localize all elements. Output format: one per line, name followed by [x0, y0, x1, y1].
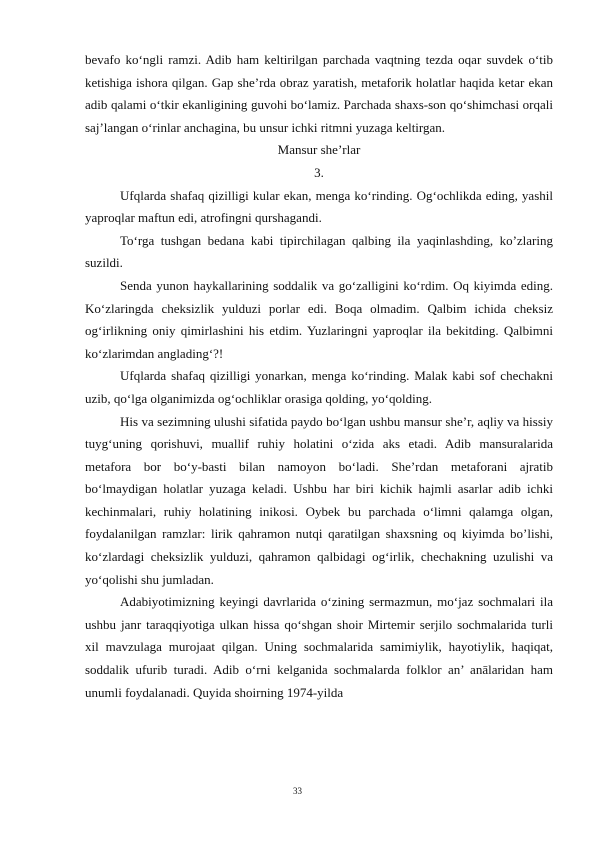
poem-paragraph-4: Ufqlarda shafaq qizilligi yonarkan, menga ko‘rinding. Malak kabi sof chechakni uzib, qo‘lga olganimizda og‘ochliklar orasiga qolding, yo‘qolding.: [85, 368, 553, 406]
poem-paragraph-2: To‘rga tushgan bedana kabi tipirchilagan qalbing ila yaqinlashding, ko’zlaring suzildi.: [85, 232, 553, 271]
mirtemir-paragraph: Adabiyotimizning keyingi davrlarida o‘zining sermazmun, mo‘jaz sochmalari ila ushbu janr taraqqiyotiga ulkan hissa qo‘shgan shoir Mirtemir serjilo sochmalarida turli xil mavzulaga murojaat qilgan. Uning sochmalarida samimiylik, hayotiylik, haqiqat, soddalik ufurib turadi. Adib o‘rni kelganida sochmalarda folklor an’ anālaridan ham unumli foydalanadi. Quyida shoirning 1974-yilda: [85, 594, 553, 700]
paragraph-continuation: bevafo ko‘ngli ramzi. Adib ham keltirilgan parchada vaqtning tezda oqar suvdek o‘tib ketishiga ishora qilgan. Gap she’rda obraz yaratish, metaforik holatlar haqida ketar ekan adib qalami o‘tkir ekanligining guvohi bo‘lamiz. Parchada shaxs-son qo‘shimchasi orqali saj’langan o‘rinlar anchagina, bu unsur ichki ritmni yuzaga keltirgan.: [85, 52, 553, 135]
analysis-paragraph: His va sezimning ulushi sifatida paydo bo‘lgan ushbu mansur she’r, aqliy va hissiy tuyg‘uning qorishuvi, muallif ruhiy holatini o‘zida aks etadi. Adib mansuralarida metafora bor bo‘y-basti bilan namoyon bo‘ladi. She’rdan metaforani ajratib bo‘lmaydigan holatlar yuzaga keladi. Ushbu har biri kichik hajmli asarlar adib ichki kechinmalari, ruhiy holatining inikosi. Oybek bu parchada o‘limni qalamga olgan, foydalanilgan ramzlar: lirik qahramon nutqi qaratilgan shaxsning oq kiyimda bo’lishi, ko‘zlardagi cheksizlik yulduzi, qahramon qalbidagi og‘irlik, chechakning uzulishi va yo‘qolishi shu jumladan.: [85, 413, 553, 587]
section-heading: Mansur she’rlar: [277, 142, 361, 158]
poem-paragraph-1: Ufqlarda shafaq qizilligi kular ekan, menga ko‘rinding. Og‘ochlikda eding, yashil yaproqlar maftun edi, atrofingni qurshagandi.: [85, 187, 553, 226]
page-number: 33: [293, 786, 302, 796]
poem-paragraph-3: Senda yunon haykallarining soddalik va go‘zalligini ko‘rdim. Oq kiyimda eding. Ko‘zlaringda cheksizlik yulduzi porlar edi. Boqa olmadim. Qalbim ichida cheksiz og‘irlikning oniy qimirlashini his etdim. Yuzlaringni yaproqlar ila bekitding. Qalbimni ko‘zlarimdan angladingʻ?!: [85, 277, 553, 361]
section-number: 3.: [314, 164, 324, 180]
document-body: [85, 49, 553, 704]
